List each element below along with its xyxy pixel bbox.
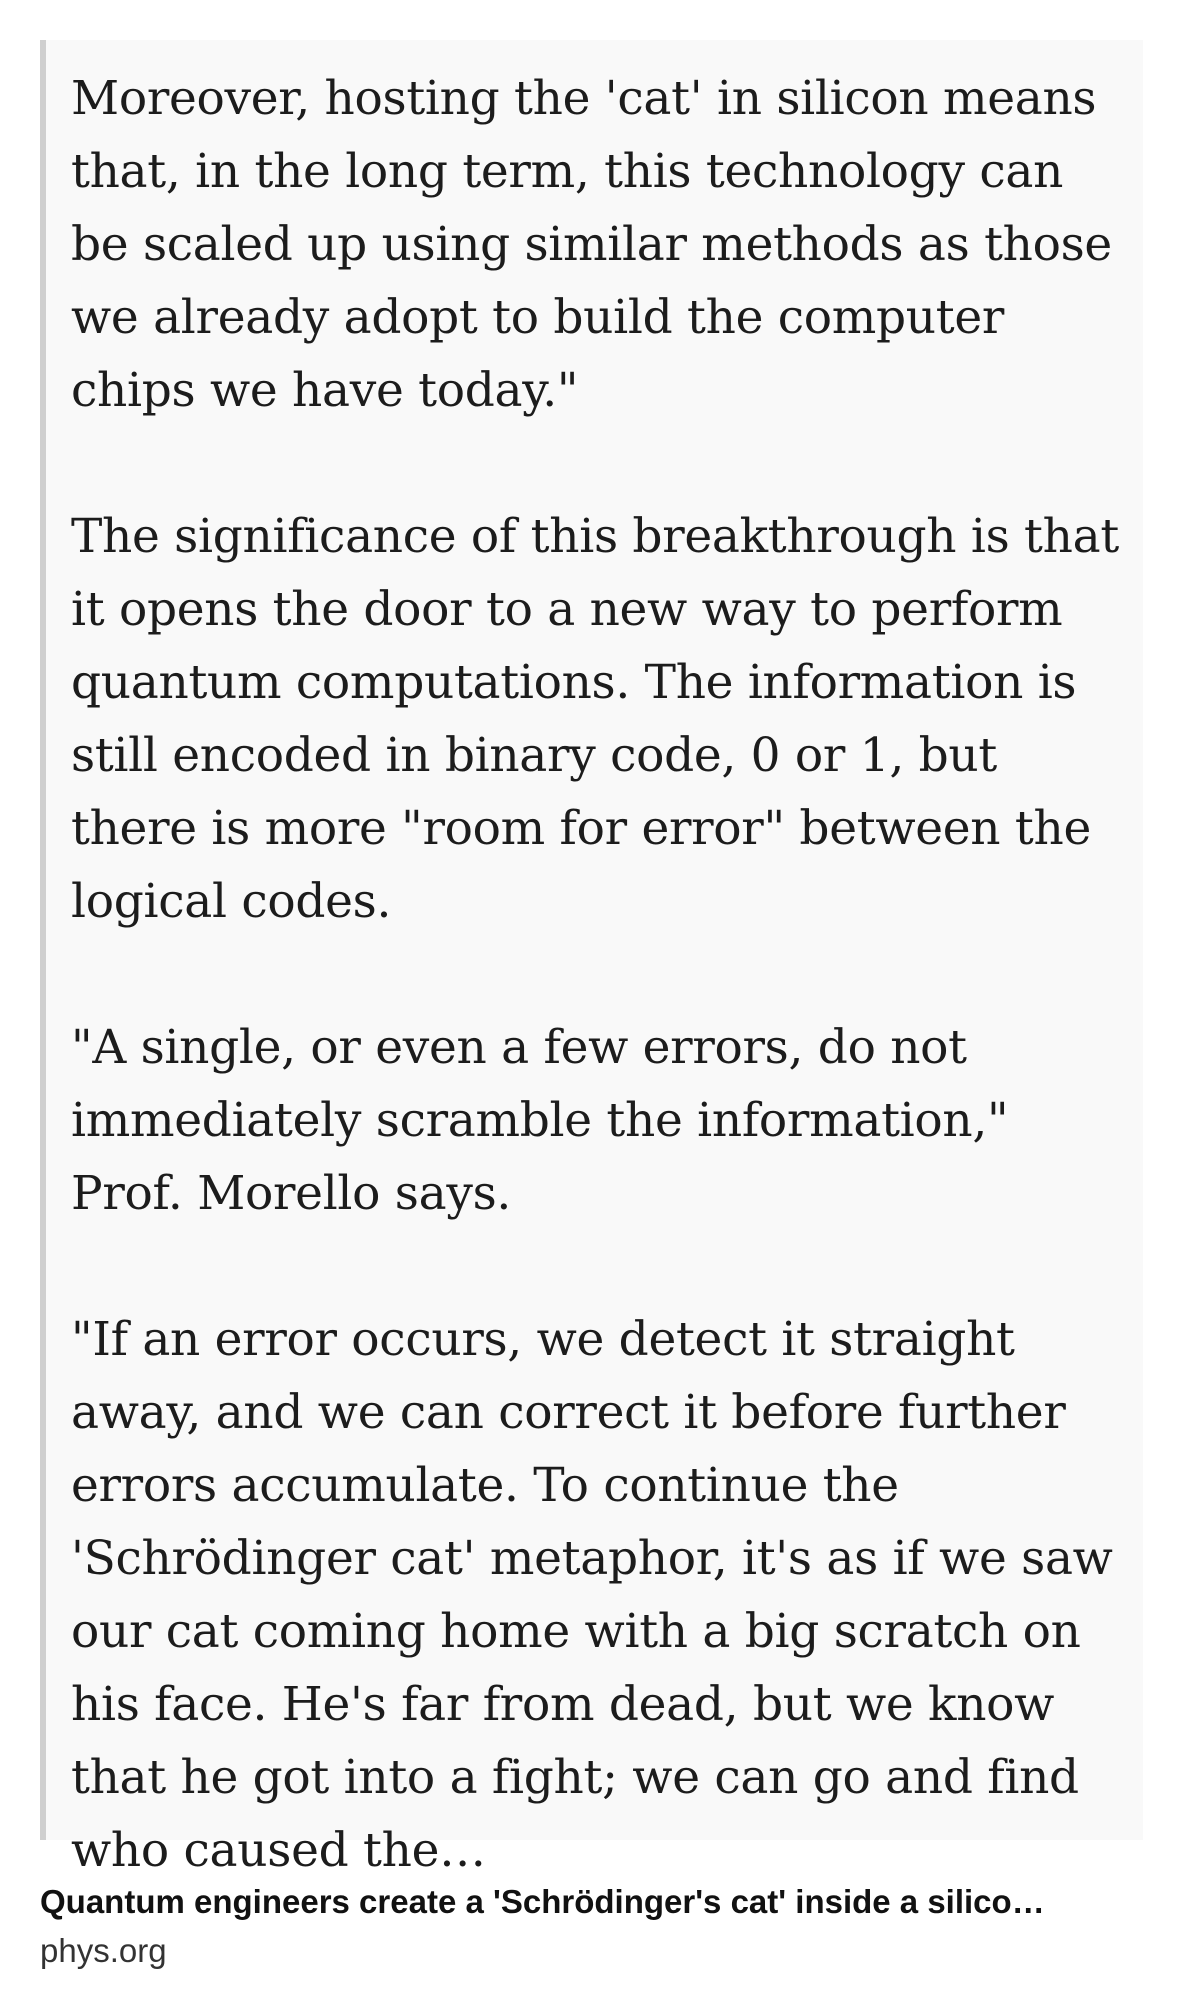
quote-paragraph-3: "A single, or even a few errors, do not immediately scramble the information," Prof. Morello says. bbox=[71, 1020, 1009, 1221]
link-preview-title[interactable]: Quantum engineers create a 'Schrödinger's cat' inside a silico… bbox=[40, 1883, 1045, 1920]
quote-paragraph-2: The significance of this breakthrough is that it opens the door to a new way to perform quantum computations. The information is still encoded in binary code, 0 or 1, but there is more "room for error" between the logical codes. bbox=[71, 509, 1119, 929]
quote-paragraph-4: "If an error occurs, we detect it straight away, and we can correct it before further errors accumulate. To continue the 'Schrödinger cat' metaphor, it's as if we saw our cat coming home with a big scratch on his face. He's far from dead, but we know that he got into a fight; we can go and find who caused the… bbox=[71, 1312, 1113, 1878]
quoted-article-excerpt bbox=[40, 40, 1143, 1878]
link-preview-source[interactable]: phys.org bbox=[40, 1932, 167, 1969]
quote-paragraph-1: Moreover, hosting the 'cat' in silicon means that, in the long term, this technology can be scaled up using similar methods as those we already adopt to build the computer chips we have today." bbox=[71, 71, 1112, 418]
